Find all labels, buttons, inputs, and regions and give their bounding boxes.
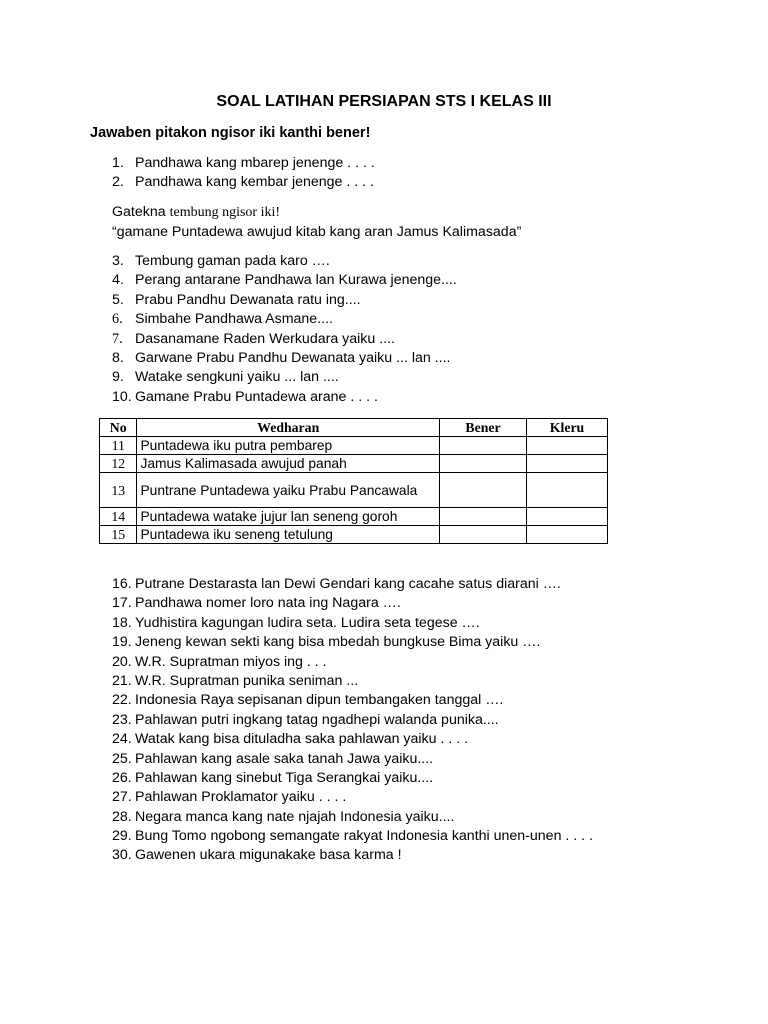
question-item: 24. Watak kang bisa dituladha saka pahlawan yaiku . . . . <box>112 731 469 748</box>
table-row <box>100 508 608 526</box>
passage-quote: “gamane Puntadewa awujud kitab kang aran Jamus Kalimasada” <box>112 224 522 240</box>
question-list-a <box>112 154 375 193</box>
question-item: 17. Pandhawa nomer loro nata ing Nagara …. <box>112 595 401 612</box>
question-item: 18. Yudhistira kagungan ludira seta. Ludira seta tegese …. <box>112 614 480 631</box>
true-false-table <box>99 418 608 544</box>
question-item: 27. Pahlawan Proklamator yaiku . . . . <box>112 789 347 806</box>
kleru-cell[interactable] <box>527 526 608 544</box>
question-item: 28. Negara manca kang nate njajah Indonesia yaiku.... <box>112 808 455 825</box>
row-statement: Puntrane Puntadewa yaiku Prabu Pancawala <box>137 473 440 508</box>
header-kleru: Kleru <box>527 419 608 437</box>
row-statement: Jamus Kalimasada awujud panah <box>137 455 440 473</box>
question-item: 5. Prabu Pandhu Dewanata ratu ing.... <box>112 291 361 308</box>
header-bener: Bener <box>440 419 527 437</box>
passage-lead <box>112 204 280 221</box>
row-statement: Puntadewa iku putra pembarep <box>137 437 440 455</box>
row-number: 11 <box>100 437 137 455</box>
question-list-c <box>112 575 593 866</box>
passage-lead-word: Gatekna <box>112 204 166 220</box>
header-no: No <box>100 419 137 437</box>
bener-cell[interactable] <box>440 473 527 508</box>
kleru-cell[interactable] <box>527 508 608 526</box>
question-item: 25. Pahlawan kang asale saka tanah Jawa yaiku.... <box>112 750 434 767</box>
row-number: 14 <box>100 508 137 526</box>
question-item: 22. Indonesia Raya sepisanan dipun tembangaken tanggal …. <box>112 692 504 709</box>
row-statement: Puntadewa watake jujur lan seneng goroh <box>137 508 440 526</box>
question-item: 21. W.R. Supratman punika seniman ... <box>112 672 359 689</box>
page-title: SOAL LATIHAN PERSIAPAN STS I KELAS III <box>216 93 552 110</box>
question-item: 6. Simbahe Pandhawa Asmane.... <box>112 311 333 328</box>
question-item: 1. Pandhawa kang mbarep jenenge . . . . <box>112 155 375 171</box>
row-number: 13 <box>100 473 137 508</box>
kleru-cell[interactable] <box>527 437 608 455</box>
question-item: 26. Pahlawan kang sinebut Tiga Serangkai yaiku.... <box>112 769 434 786</box>
bener-cell[interactable] <box>440 526 527 544</box>
question-item: 4. Perang antarane Pandhawa lan Kurawa jenenge.... <box>112 272 457 289</box>
kleru-cell[interactable] <box>527 473 608 508</box>
table-row <box>100 455 608 473</box>
question-item: 3. Tembung gaman pada karo …. <box>112 253 330 269</box>
bener-cell[interactable] <box>440 508 527 526</box>
question-item: 16. Putrane Destarasta lan Dewi Gendari kang cacahe satus diarani …. <box>112 576 561 592</box>
header-wedharan: Wedharan <box>137 419 440 437</box>
kleru-cell[interactable] <box>527 455 608 473</box>
row-number: 15 <box>100 526 137 544</box>
question-item: 19. Jeneng kewan sekti kang bisa mbedah bungkuse Bima yaiku …. <box>112 634 541 651</box>
row-statement: Puntadewa iku seneng tetulung <box>137 526 440 544</box>
table-header-row <box>100 419 608 437</box>
question-item: 2. Pandhawa kang kembar jenenge . . . . <box>112 174 374 191</box>
question-item: 20. W.R. Supratman miyos ing . . . <box>112 653 327 670</box>
table-row <box>100 437 608 455</box>
question-item: 7. Dasanamane Raden Werkudara yaiku .... <box>112 330 395 347</box>
question-item: 23. Pahlawan putri ingkang tatag ngadhepi walanda punika.... <box>112 711 499 728</box>
bener-cell[interactable] <box>440 437 527 455</box>
instruction-text: Jawaben pitakon ngisor iki kanthi bener! <box>90 125 371 141</box>
question-item: 8. Garwane Prabu Pandhu Dewanata yaiku ... lan .... <box>112 349 451 366</box>
question-list-b <box>112 252 457 407</box>
question-item: 10. Gamane Prabu Puntadewa arane . . . . <box>112 388 378 405</box>
row-number: 12 <box>100 455 137 473</box>
question-item: 30. Gawenen ukara migunakake basa karma ! <box>112 847 402 864</box>
table-row <box>100 526 608 544</box>
question-item: 29. Bung Tomo ngobong semangate rakyat Indonesia kanthi unen-unen . . . . <box>112 828 593 845</box>
table-row <box>100 473 608 508</box>
passage-lead-rest: tembung ngisor iki! <box>169 205 281 220</box>
question-item: 9. Watake sengkuni yaiku ... lan .... <box>112 369 339 386</box>
bener-cell[interactable] <box>440 455 527 473</box>
